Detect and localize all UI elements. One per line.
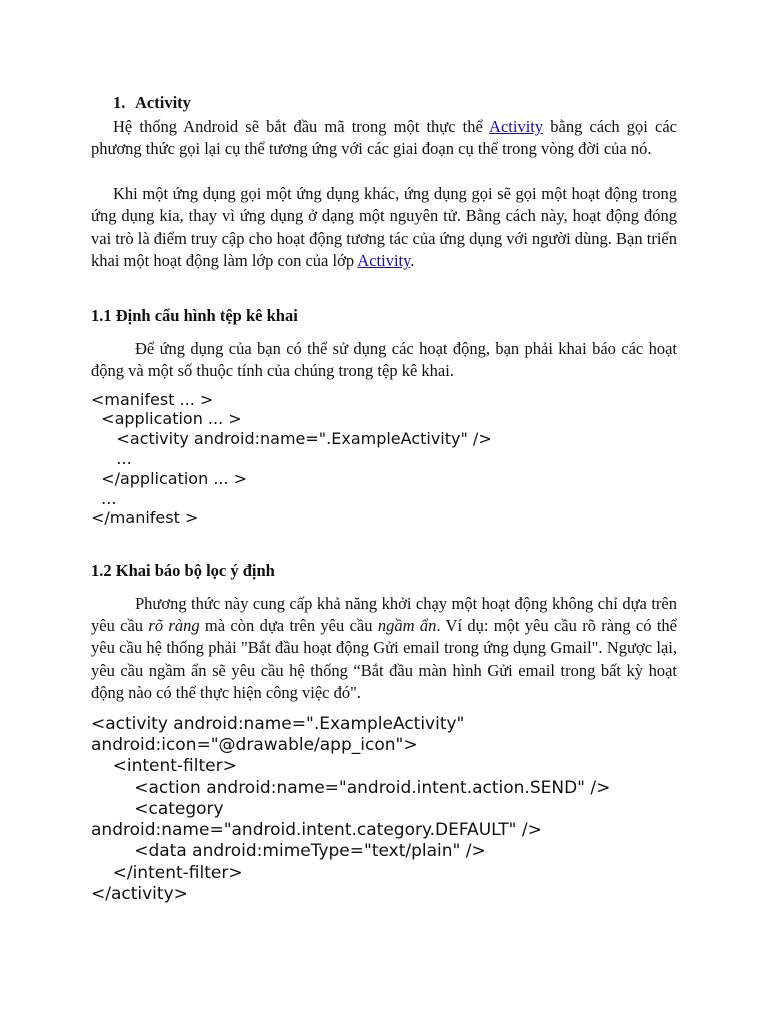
document-page [91,92,677,905]
spacer [91,705,677,714]
section-1-title: Activity [135,93,191,112]
manifest-code-block: <manifest ... > <application ... > <activity android:name=".ExampleActivity" /> ... </application ... > ... </manifest > [91,389,492,528]
section-1-1-paragraph: Để ứng dụng của bạn có thể sử dụng các hoạt động, bạn phải khai báo các hoạt động và một số thuộc tính của chúng trong tệp kê khai. [91,338,677,381]
section-1-paragraph-1 [91,116,677,161]
activity-link[interactable]: Activity [489,117,544,136]
spacer [91,272,677,305]
section-1-paragraph-2 [91,183,677,273]
emphasis-text: ngầm ẩn [377,616,437,636]
section-1-heading [91,92,677,116]
paragraph-text: Khi một ứng dụng gọi một ứng dụng khác, ứng dụng gọi sẽ gọi một hoạt động trong ứng dụng kia, thay vì ứng dụng ở dạng một nguyên tử. Bằng cách này, hoạt động đóng vai trò là điểm truy cập cho hoạt động tương tác của ứng dụng với người dùng. Bạn triển khai một hoạt động làm lớp con của lớp [91,183,677,271]
section-1-2-heading: 1.2 Khai báo bộ lọc ý định [91,561,275,581]
paragraph-text: Phương thức này cung cấp khả năng khởi chạy một hoạt động không chỉ dựa trên yêu cầu [91,593,677,636]
paragraph-text: mà còn dựa trên yêu cầu [199,616,378,636]
paragraph-text: . Ví dụ: một yêu cầu rõ ràng có thể yêu cầu hệ thống phải "Bắt đầu hoạt động Gửi email trong ứng dụng Gmail". Ngược lại, yêu cầu ngầm ẩn sẽ yêu cầu hệ thống “Bắt đầu màn hình Gửi email trong bất kỳ hoạt động nào có thể thực hiện công việc đó". [91,616,677,703]
paragraph-text: . [410,251,415,271]
section-1-2-paragraph [91,593,677,705]
section-1-number: 1. [113,93,126,112]
emphasis-text: rõ ràng [148,616,200,636]
spacer [91,528,677,560]
section-1-1-heading: 1.1 Định cấu hình tệp kê khai [91,306,298,326]
spacer [91,161,677,183]
spacer [91,383,677,390]
activity-class-link[interactable]: Activity [357,251,411,271]
spacer [91,583,677,593]
paragraph-text: Hệ thống Android sẽ bắt đầu mã trong một thực thể [113,117,490,136]
paragraph-text: bằng cách gọi các phương thức gọi lại cụ thể tương ứng với các giai đoạn cụ thể trong vòng đời của nó. [91,117,677,159]
intent-filter-code-block: <activity android:name=".ExampleActivity" android:icon="@drawable/app_icon"> <intent-filter> <action android:name="android.intent.action.SEND" /> <category android:name="android.intent.category.DEFAULT" /> <data android:mimeType="text/plain" /> </intent-filter> </activity> [91,713,611,905]
spacer [91,328,677,338]
